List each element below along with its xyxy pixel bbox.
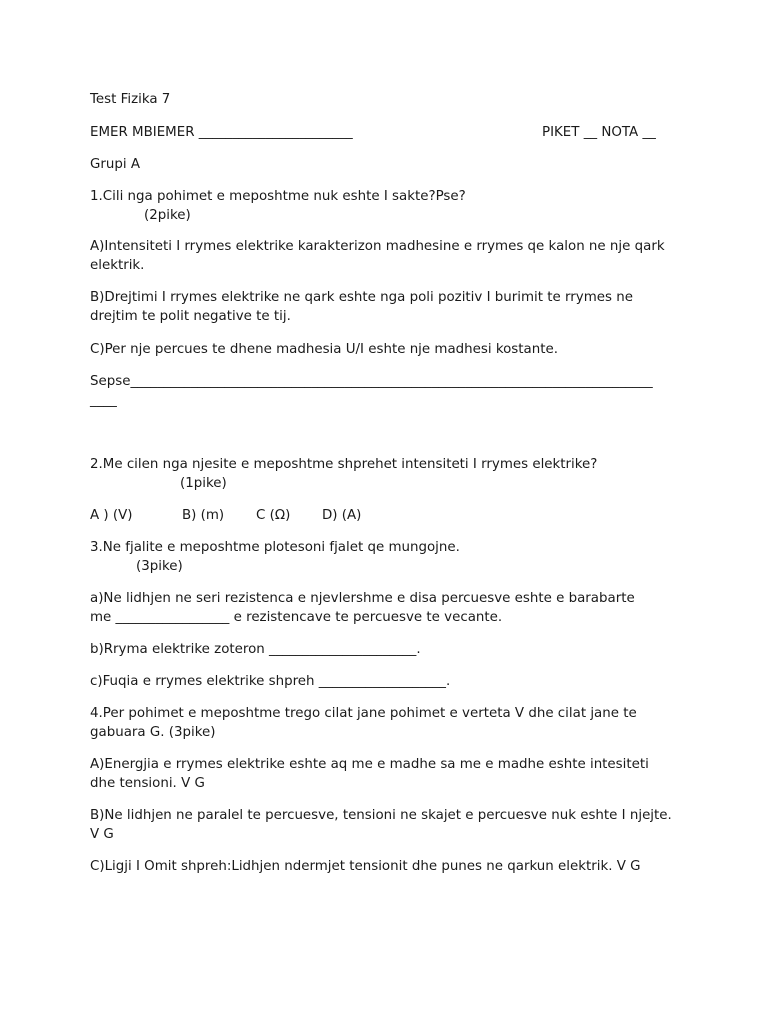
q1-because-line: Sepse______________________________________________________________________________	[90, 374, 653, 389]
name-score-line	[90, 123, 690, 142]
q1-points: (2pike)	[144, 208, 191, 223]
q3-item-a-line2: me _________________ e rezistencave te percuesve te vecante.	[90, 610, 503, 625]
q3-item-b: b)Rryma elektrike zoteron ______________________.	[90, 642, 421, 657]
q1-option-b: B)Drejtimi I rrymes elektrike ne qark eshte nga poli pozitiv I burimit te rrymes ne drejtim te polit negative te tij.	[90, 290, 633, 324]
q3-points: (3pike)	[136, 559, 183, 574]
q2-option-d: D) (A)	[322, 508, 362, 523]
score-label: PIKET __ NOTA __	[542, 125, 656, 140]
q2-option-a: A ) (V)	[90, 508, 133, 523]
q4-statement-a: A)Energjia e rrymes elektrike eshte aq me e madhe sa me e madhe eshte intesiteti dhe tensioni. V G	[90, 757, 649, 791]
q1-option-c: C)Per nje percues te dhene madhesia U/I eshte nje madhesi kostante.	[90, 342, 558, 357]
q4-statement-c: C)Ligji I Omit shpreh:Lidhjen ndermjet tensionit dhe punes ne qarkun elektrik. V G	[90, 859, 641, 874]
q1-because-continuation: ____	[90, 393, 117, 408]
q2-option-b: B) (m)	[182, 508, 225, 523]
q3-item-a-line1: a)Ne lidhjen ne seri rezistenca e njevlershme e disa percuesve eshte e barabarte	[90, 591, 635, 606]
q2-question: 2.Me cilen nga njesite e meposhtme shprehet intensiteti I rrymes elektrike?	[90, 457, 598, 472]
name-label: EMER MBIEMER _______________________	[90, 125, 353, 140]
q1-question: 1.Cili nga pohimet e meposhtme nuk eshte I sakte?Pse?	[90, 189, 466, 204]
q3-question: 3.Ne fjalite e meposhtme plotesoni fjalet qe mungojne.	[90, 540, 460, 555]
q1-option-a: A)Intensiteti I rrymes elektrike karakterizon madhesine e rrymes qe kalon ne nje qark elektrik.	[90, 239, 665, 273]
q4-statement-b: B)Ne lidhjen ne paralel te percuesve, tensioni ne skajet e percuesve nuk eshte I njejte. V G	[90, 808, 672, 842]
test-title: Test Fizika 7	[90, 92, 171, 107]
q2-options	[90, 506, 690, 525]
q4-question: 4.Per pohimet e meposhtme trego cilat jane pohimet e verteta V dhe cilat jane te gabuara G. (3pike)	[90, 706, 637, 740]
group-label: Grupi A	[90, 157, 141, 172]
q2-points: (1pike)	[180, 476, 227, 491]
q3-item-c: c)Fuqia e rrymes elektrike shpreh ___________________.	[90, 674, 451, 689]
q2-option-c: C (Ω)	[256, 508, 291, 523]
